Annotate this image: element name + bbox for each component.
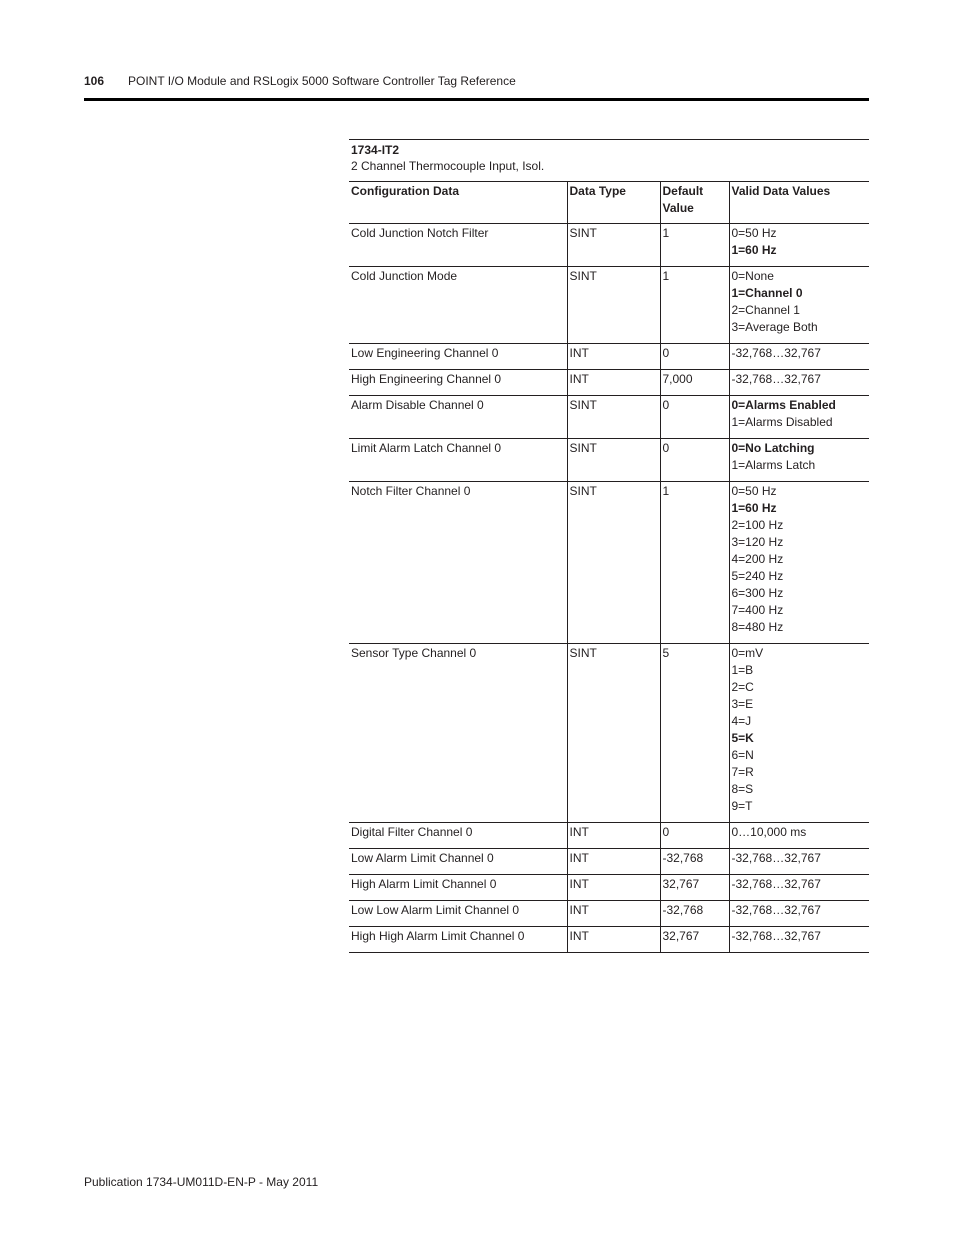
table-header-row bbox=[349, 182, 869, 224]
valid-value-line: 8=S bbox=[731, 782, 754, 796]
table-row bbox=[349, 224, 869, 267]
cell-default-value: 0 bbox=[660, 439, 729, 482]
valid-value-line: 1=60 Hz bbox=[731, 243, 777, 257]
table-row bbox=[349, 927, 869, 953]
cell-configuration-data: Alarm Disable Channel 0 bbox=[349, 396, 567, 439]
cell-configuration-data: Digital Filter Channel 0 bbox=[349, 823, 567, 849]
valid-value-line: 2=C bbox=[731, 680, 754, 694]
cell-default-value: -32,768 bbox=[660, 901, 729, 927]
cell-default-value: 0 bbox=[660, 823, 729, 849]
table-row bbox=[349, 344, 869, 370]
valid-value-line: -32,768…32,767 bbox=[731, 903, 821, 917]
table-row bbox=[349, 370, 869, 396]
valid-value-line: 0=mV bbox=[731, 646, 764, 660]
column-header-data-type: Data Type bbox=[567, 182, 660, 224]
table-subtitle: 2 Channel Thermocouple Input, Isol. bbox=[349, 158, 869, 182]
valid-value-line: 1=60 Hz bbox=[731, 501, 777, 515]
valid-value-line: 0=Alarms Enabled bbox=[731, 398, 836, 412]
cell-default-value: 0 bbox=[660, 396, 729, 439]
cell-data-type: INT bbox=[567, 370, 660, 396]
cell-valid-data-values bbox=[729, 370, 869, 396]
column-header-configuration-data: Configuration Data bbox=[349, 182, 567, 224]
page-number: 106 bbox=[84, 74, 105, 88]
cell-valid-data-values bbox=[729, 224, 869, 267]
cell-valid-data-values bbox=[729, 927, 869, 953]
header-title: POINT I/O Module and RSLogix 5000 Software Controller Tag Reference bbox=[128, 74, 516, 88]
cell-default-value: 32,767 bbox=[660, 875, 729, 901]
cell-default-value: 1 bbox=[660, 267, 729, 344]
valid-value-line: 3=120 Hz bbox=[731, 535, 784, 549]
cell-valid-data-values bbox=[729, 344, 869, 370]
valid-value-line: 3=Average Both bbox=[731, 320, 818, 334]
cell-configuration-data: Low Alarm Limit Channel 0 bbox=[349, 849, 567, 875]
valid-value-line: -32,768…32,767 bbox=[731, 929, 821, 943]
cell-default-value: 1 bbox=[660, 224, 729, 267]
cell-data-type: SINT bbox=[567, 224, 660, 267]
valid-value-line: 7=R bbox=[731, 765, 754, 779]
table-row bbox=[349, 396, 869, 439]
cell-configuration-data: Cold Junction Mode bbox=[349, 267, 567, 344]
config-table-block bbox=[349, 139, 869, 953]
cell-data-type: SINT bbox=[567, 644, 660, 823]
valid-value-line: 5=240 Hz bbox=[731, 569, 784, 583]
valid-value-line: 0=No Latching bbox=[731, 441, 815, 455]
footer-publication: Publication 1734-UM011D-EN-P - May 2011 bbox=[84, 1175, 319, 1189]
valid-value-line: 1=Channel 0 bbox=[731, 286, 803, 300]
cell-data-type: SINT bbox=[567, 396, 660, 439]
cell-configuration-data: Low Low Alarm Limit Channel 0 bbox=[349, 901, 567, 927]
valid-value-line: 1=Alarms Disabled bbox=[731, 415, 833, 429]
cell-configuration-data: Low Engineering Channel 0 bbox=[349, 344, 567, 370]
page-header bbox=[84, 72, 869, 101]
table-title: 1734-IT2 bbox=[351, 143, 400, 157]
valid-value-line: 3=E bbox=[731, 697, 754, 711]
cell-configuration-data: Notch Filter Channel 0 bbox=[349, 482, 567, 644]
cell-default-value: 32,767 bbox=[660, 927, 729, 953]
valid-value-line: 0=None bbox=[731, 269, 774, 283]
cell-valid-data-values bbox=[729, 901, 869, 927]
cell-data-type: INT bbox=[567, 901, 660, 927]
valid-value-line: 9=T bbox=[731, 799, 753, 813]
table-row bbox=[349, 901, 869, 927]
table-body bbox=[349, 224, 869, 953]
valid-value-line: 2=Channel 1 bbox=[731, 303, 800, 317]
cell-default-value: 5 bbox=[660, 644, 729, 823]
valid-value-line: 5=K bbox=[731, 731, 754, 745]
valid-value-line: 7=400 Hz bbox=[731, 603, 784, 617]
valid-value-line: -32,768…32,767 bbox=[731, 372, 821, 386]
table-row bbox=[349, 823, 869, 849]
table-row bbox=[349, 849, 869, 875]
valid-value-line: 0=50 Hz bbox=[731, 226, 777, 240]
valid-value-line: 0=50 Hz bbox=[731, 484, 777, 498]
cell-data-type: INT bbox=[567, 344, 660, 370]
table-row bbox=[349, 267, 869, 344]
valid-value-line: -32,768…32,767 bbox=[731, 877, 821, 891]
table-row bbox=[349, 482, 869, 644]
cell-configuration-data: High Engineering Channel 0 bbox=[349, 370, 567, 396]
valid-value-line: 4=J bbox=[731, 714, 752, 728]
valid-value-line: -32,768…32,767 bbox=[731, 851, 821, 865]
cell-data-type: INT bbox=[567, 875, 660, 901]
cell-configuration-data: Limit Alarm Latch Channel 0 bbox=[349, 439, 567, 482]
cell-default-value: 7,000 bbox=[660, 370, 729, 396]
cell-data-type: SINT bbox=[567, 439, 660, 482]
valid-value-line: 0…10,000 ms bbox=[731, 825, 807, 839]
cell-data-type: INT bbox=[567, 823, 660, 849]
valid-value-line: -32,768…32,767 bbox=[731, 346, 821, 360]
table-row bbox=[349, 875, 869, 901]
valid-value-line: 1=Alarms Latch bbox=[731, 458, 816, 472]
cell-valid-data-values bbox=[729, 823, 869, 849]
valid-value-line: 2=100 Hz bbox=[731, 518, 784, 532]
valid-value-line: 1=B bbox=[731, 663, 754, 677]
valid-value-line: 8=480 Hz bbox=[731, 620, 784, 634]
valid-value-line: 6=N bbox=[731, 748, 754, 762]
column-header-default-value: Default Value bbox=[660, 182, 729, 224]
cell-valid-data-values bbox=[729, 439, 869, 482]
cell-configuration-data: High Alarm Limit Channel 0 bbox=[349, 875, 567, 901]
valid-value-line: 4=200 Hz bbox=[731, 552, 784, 566]
cell-configuration-data: Cold Junction Notch Filter bbox=[349, 224, 567, 267]
cell-data-type: SINT bbox=[567, 267, 660, 344]
cell-valid-data-values bbox=[729, 482, 869, 644]
cell-configuration-data: Sensor Type Channel 0 bbox=[349, 644, 567, 823]
cell-valid-data-values bbox=[729, 875, 869, 901]
valid-value-line: 6=300 Hz bbox=[731, 586, 784, 600]
cell-data-type: INT bbox=[567, 927, 660, 953]
column-header-valid-data-values: Valid Data Values bbox=[729, 182, 869, 224]
cell-data-type: SINT bbox=[567, 482, 660, 644]
cell-default-value: -32,768 bbox=[660, 849, 729, 875]
table-row bbox=[349, 439, 869, 482]
cell-valid-data-values bbox=[729, 267, 869, 344]
cell-configuration-data: High High Alarm Limit Channel 0 bbox=[349, 927, 567, 953]
cell-default-value: 0 bbox=[660, 344, 729, 370]
table-row bbox=[349, 644, 869, 823]
cell-valid-data-values bbox=[729, 849, 869, 875]
cell-valid-data-values bbox=[729, 644, 869, 823]
cell-data-type: INT bbox=[567, 849, 660, 875]
cell-default-value: 1 bbox=[660, 482, 729, 644]
config-table bbox=[349, 182, 869, 953]
cell-valid-data-values bbox=[729, 396, 869, 439]
